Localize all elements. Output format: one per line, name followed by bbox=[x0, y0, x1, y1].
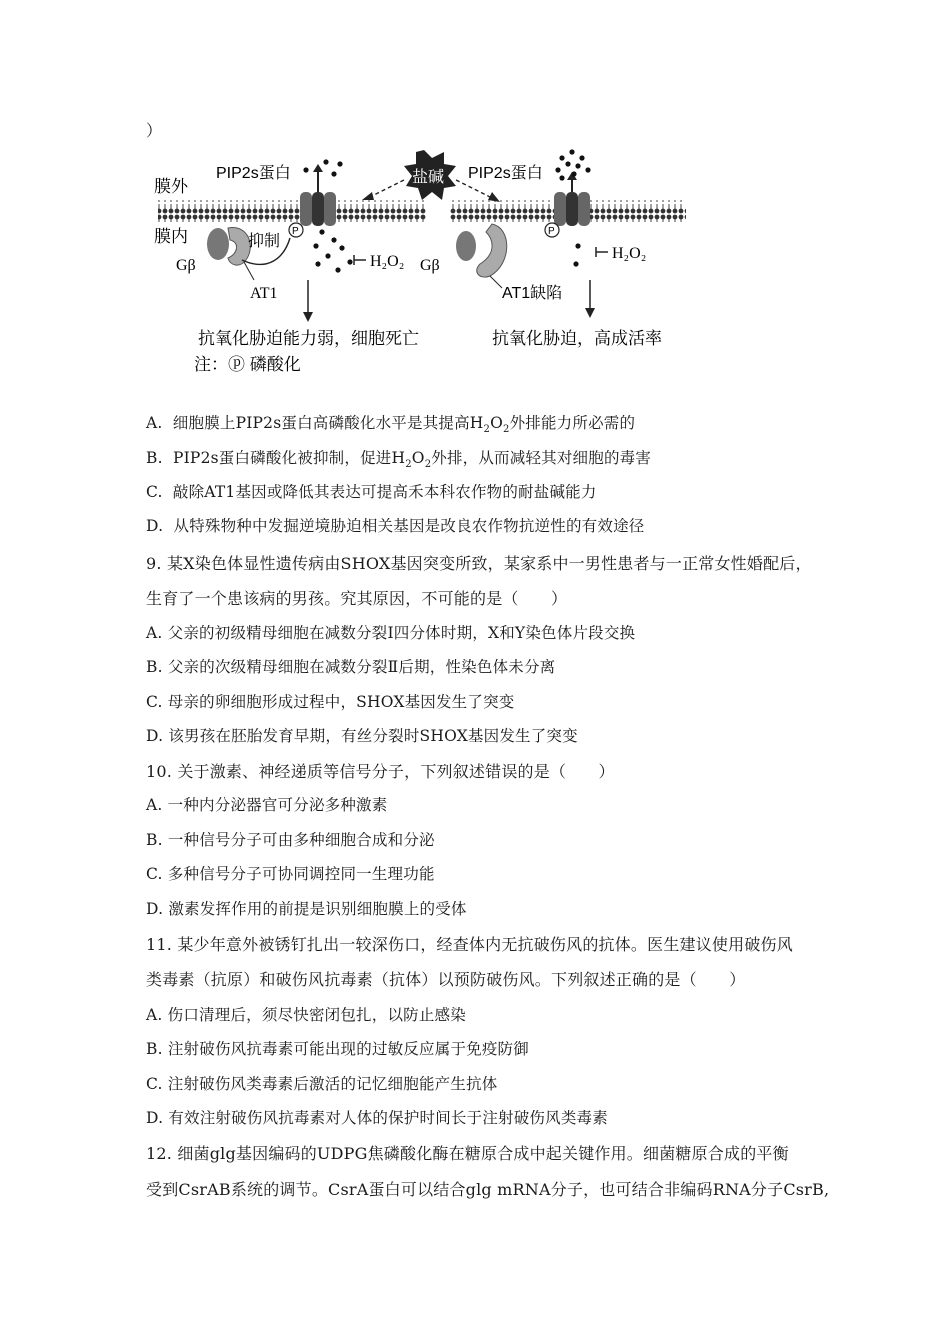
stress-label: 盐碱 bbox=[412, 169, 445, 186]
q12-stem-line1: 12. 细菌glg基因编码的UDPG焦磷酸化酶在糖原合成中起关键作用。细菌糖原合成的平衡 bbox=[146, 1144, 789, 1163]
inhibit-label: 抑制 bbox=[248, 233, 281, 250]
right-gbeta-shape bbox=[456, 231, 476, 261]
right-result-text: 抗氧化胁迫，高成活率 bbox=[492, 329, 662, 348]
q10-option-b: B. 一种信号分子可由多种细胞合成和分泌 bbox=[146, 831, 435, 849]
q9-stem-line1: 9. 某X染色体显性遗传病由SHOX基因突变所致，某家系中一男性患者与一正常女性婚配后， bbox=[146, 554, 812, 573]
q9-option-a: A. 父亲的初级精母细胞在减数分裂Ⅰ四分体时期，X和Y染色体片段交换 bbox=[146, 624, 636, 642]
q12-stem-line2: 受到CsrAB系统的调节。CsrA蛋白可以结合glg mRNA分子，也可结合非编码RNA分子CsrB, bbox=[146, 1180, 830, 1199]
left-pip2s-channel bbox=[300, 164, 336, 226]
left-protein-label: PIP2s蛋白 bbox=[216, 165, 291, 182]
q10-stem: 10. 关于激素、神经递质等信号分子，下列叙述错误的是（ ） bbox=[146, 762, 615, 781]
q11-option-a: A. 伤口清理后，须尽快密闭包扎，以防止感染 bbox=[146, 1006, 466, 1024]
q10-option-c: C. 多种信号分子可协同调控同一生理功能 bbox=[146, 865, 435, 883]
left-phos-symbol: P bbox=[292, 226, 299, 237]
q10-option-a: A. 一种内分泌器官可分泌多种激素 bbox=[146, 796, 388, 814]
right-at1-label: AT1缺陷 bbox=[502, 285, 563, 302]
left-h2o2-label: H₂O₂ bbox=[370, 253, 405, 270]
right-protein-label: PIP2s蛋白 bbox=[468, 165, 543, 182]
q9-option-b: B. 父亲的次级精母细胞在减数分裂Ⅱ后期，性染色体未分离 bbox=[146, 658, 556, 676]
q8-option-a: A. 细胞膜上PIP2s蛋白高磷酸化水平是其提高$H_2O_2$外排能力所必需的 bbox=[146, 414, 636, 436]
left-at1-label: AT1 bbox=[250, 285, 278, 302]
q11-stem-line2: 类毒素（抗原）和破伤风抗毒素（抗体）以预防破伤风。下列叙述正确的是（ ） bbox=[146, 970, 746, 989]
membrane-left bbox=[158, 200, 426, 222]
q11-option-b: B. 注射破伤风抗毒素可能出现的过敏反应属于免疫防御 bbox=[146, 1040, 529, 1058]
q11-option-d: D. 有效注射破伤风抗毒素对人体的保护时间长于注射破伤风类毒素 bbox=[146, 1109, 608, 1127]
left-gbeta-shape bbox=[207, 228, 229, 260]
pip2s-at1-diagram bbox=[150, 148, 710, 380]
q8-option-c: C. 敲除AT1基因或降低其表达可提高禾本科农作物的耐盐碱能力 bbox=[146, 483, 597, 501]
q10-option-d: D. 激素发挥作用的前提是识别细胞膜上的受体 bbox=[146, 900, 467, 918]
left-at1-shape bbox=[228, 228, 250, 266]
q8-option-d: D. 从特殊物种中发掘逆境胁迫相关基因是改良农作物抗逆性的有效途径 bbox=[146, 517, 645, 535]
q8-option-b: B. PIP2s蛋白磷酸化被抑制，促进$H_2O_2$外排，从而减轻其对细胞的毒害 bbox=[146, 449, 652, 471]
q11-option-c: C. 注射破伤风类毒素后激活的记忆细胞能产生抗体 bbox=[146, 1075, 498, 1093]
right-at1-shape bbox=[477, 224, 507, 277]
right-phos-symbol: P bbox=[548, 226, 555, 237]
q9-option-c: C. 母亲的卵细胞形成过程中，SHOX基因发生了突变 bbox=[146, 693, 515, 711]
q9-option-d: D. 该男孩在胚胎发育早期，有丝分裂时SHOX基因发生了突变 bbox=[146, 727, 578, 745]
figure-note: 注：ⓟ 磷酸化 bbox=[194, 355, 301, 374]
label-inside: 膜内 bbox=[154, 227, 188, 246]
q9-stem-line2: 生育了一个患该病的男孩。究其原因，不可能的是（ ） bbox=[146, 589, 568, 608]
label-outside: 膜外 bbox=[154, 177, 188, 196]
question-fragment-bracket: ） bbox=[146, 121, 163, 140]
right-gbeta-label: Gβ bbox=[420, 257, 440, 274]
right-pip2s-channel bbox=[554, 172, 590, 226]
left-result-text: 抗氧化胁迫能力弱，细胞死亡 bbox=[198, 329, 419, 348]
q11-stem-line1: 11. 某少年意外被锈钉扎出一较深伤口，经查体内无抗破伤风的抗体。医生建议使用破伤风 bbox=[146, 935, 793, 954]
left-gbeta-label: Gβ bbox=[176, 257, 196, 274]
right-h2o2-label: H₂O₂ bbox=[612, 245, 647, 262]
